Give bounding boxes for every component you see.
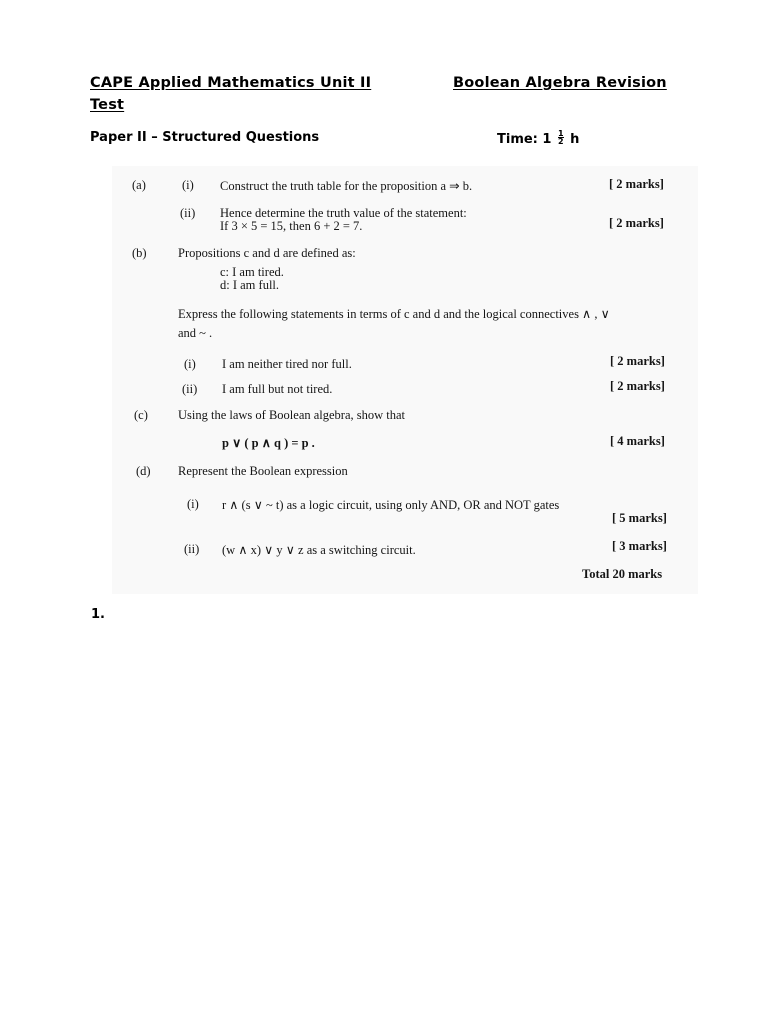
question-d-i-marks: [ 5 marks] <box>612 511 667 525</box>
question-a-i-text: Construct the truth table for the proposition a ⇒ b. <box>220 179 473 193</box>
question-d-ii-text: (w ∧ x) ∨ y ∨ z as a switching circuit. <box>222 543 416 557</box>
time-label: Time: 1 <box>497 132 552 147</box>
topic-title: Boolean Algebra Revision <box>453 75 667 91</box>
question-d-label: (d) <box>136 464 151 478</box>
question-b-ii-text: I am full but not tired. <box>222 382 333 396</box>
time-allowed <box>497 130 579 147</box>
answer-number: 1. <box>91 607 105 622</box>
time-fraction-numerator: 1 <box>558 129 564 138</box>
question-d-intro: Represent the Boolean expression <box>178 464 348 478</box>
question-d-ii-num: (ii) <box>184 542 200 556</box>
question-b-d-definition: d: I am full. <box>220 278 280 292</box>
question-a-label: (a) <box>132 178 146 192</box>
question-a-ii-marks: [ 2 marks] <box>609 216 664 230</box>
question-b-i-text: I am neither tired nor full. <box>222 357 352 371</box>
time-unit: h <box>570 132 580 147</box>
course-title: CAPE Applied Mathematics Unit II <box>90 75 372 91</box>
question-b-express-line1: Express the following statements in terms of c and d and the logical connectives ∧ , ∨ <box>178 307 610 321</box>
test-title: Test <box>90 97 125 113</box>
question-c-intro: Using the laws of Boolean algebra, show that <box>178 408 406 422</box>
time-fraction-denominator: 2 <box>558 137 564 146</box>
time-fraction <box>558 130 564 145</box>
question-b-express-line2: and ~ . <box>178 326 213 340</box>
question-a-i-num: (i) <box>182 178 194 192</box>
question-b-label: (b) <box>132 246 147 260</box>
question-b-ii-num: (ii) <box>182 382 198 396</box>
question-d-i-text: r ∧ (s ∨ ~ t) as a logic circuit, using only AND, OR and NOT gates <box>222 498 560 512</box>
question-a-ii-num: (ii) <box>180 206 196 220</box>
question-c-marks: [ 4 marks] <box>610 434 665 448</box>
question-b-intro: Propositions c and d are defined as: <box>178 246 356 260</box>
question-c-expression: p ∨ ( p ∧ q ) = p . <box>222 436 315 450</box>
question-b-c-definition: c: I am tired. <box>220 265 284 279</box>
scanned-questions <box>112 166 698 594</box>
question-d-ii-marks: [ 3 marks] <box>612 539 667 553</box>
question-d-i-num: (i) <box>187 497 199 511</box>
total-marks: Total 20 marks <box>582 567 663 581</box>
question-a-i-marks: [ 2 marks] <box>609 177 664 191</box>
paper-subtitle: Paper II – Structured Questions <box>90 130 320 145</box>
question-b-i-num: (i) <box>184 357 196 371</box>
question-b-ii-marks: [ 2 marks] <box>610 379 665 393</box>
question-b-i-marks: [ 2 marks] <box>610 354 665 368</box>
question-c-label: (c) <box>134 408 148 422</box>
question-a-ii-statement: If 3 × 5 = 15, then 6 + 2 = 7. <box>220 219 363 233</box>
question-a-ii-text: Hence determine the truth value of the statement: <box>220 206 467 220</box>
